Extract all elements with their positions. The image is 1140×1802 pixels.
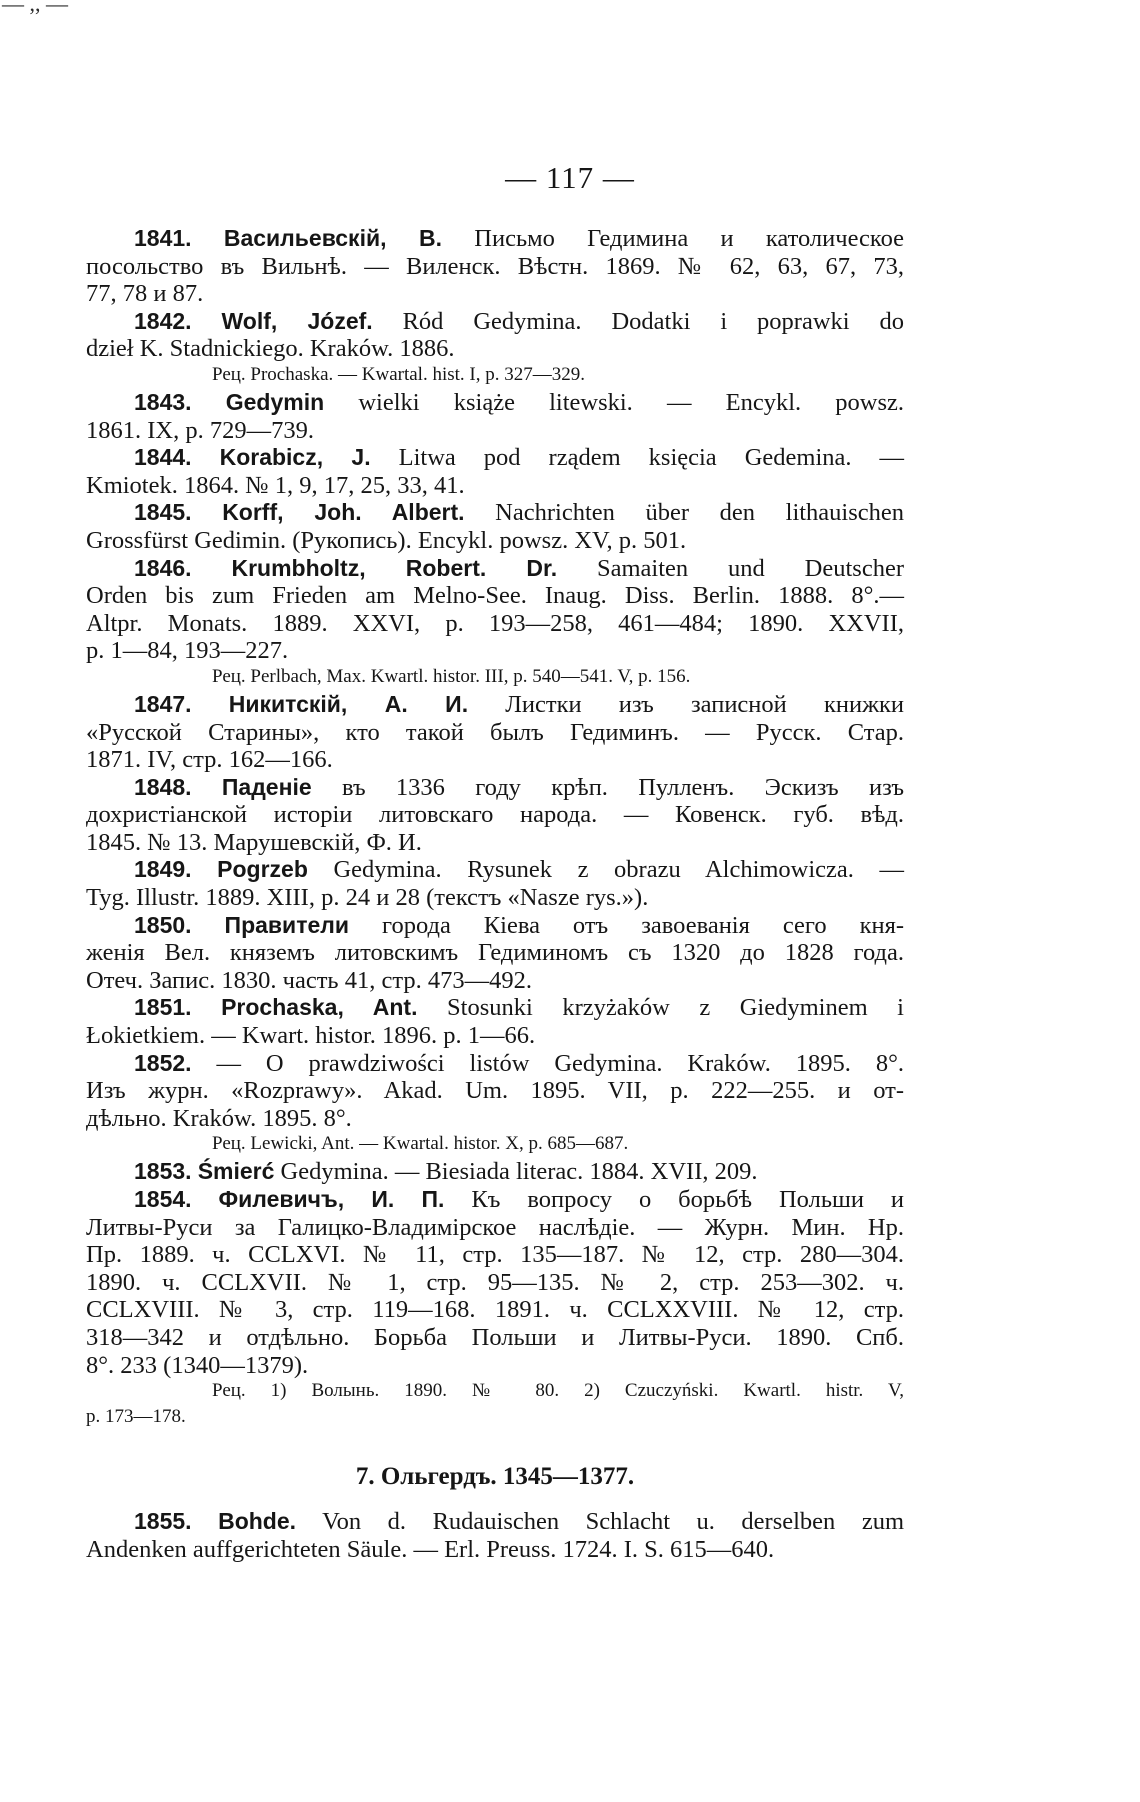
entry-line [86, 1241, 904, 1269]
entry-text: Gedymina. — Biesiada literac. 1884. XVII, 209. [280, 1158, 758, 1186]
entry-text: Пр. 1889. ч. CCLXVI. № 11, стр. 135—187. № 12, стр. 280—304. [86, 1241, 904, 1269]
entry-text: дохристіанской исторіи литовскаго народа. — Ковенск. губ. вѣд. [86, 801, 904, 829]
entry-text: 1861. IX, p. 729—739. [86, 416, 314, 444]
entry-line [86, 335, 904, 363]
entry-text: Gedymina. Rysunek z obrazu Alchimowicza. — [333, 856, 905, 884]
entry-text: CCLXVIII. № 3, стр. 119—168. 1891. ч. CCLXXVIII. № 12, стр. [86, 1296, 904, 1324]
entry-number: 1843. [134, 388, 192, 415]
entry-number: 1841. [134, 225, 192, 251]
entry-line [86, 253, 904, 281]
entry-text: Andenken auffgerichteten Säule. — Erl. Preuss. 1724. I. S. 615—640. [86, 1535, 775, 1563]
entry-number: 1850. [134, 911, 192, 938]
entry-text: 1845. № 13. Марушевскій, Ф. И. [86, 828, 422, 856]
entry-number: 1855. [134, 1508, 192, 1535]
entry-author: Никитскій, А. И. [228, 690, 469, 717]
entry-line [86, 1269, 904, 1297]
entry-number: 1844. [134, 444, 192, 471]
entry-text: Nachrichten über den lithauischen [495, 499, 905, 527]
entry-text: p. 1—84, 193—227. [86, 637, 289, 665]
review-note: Рец. Perlbach, Max. Kwartl. histor. III, p. 540—541. V, p. 156. [212, 665, 691, 687]
entry-text: wielki książe litewski. — Encykl. powsz. [358, 388, 905, 416]
bibliography-entry [86, 1186, 904, 1428]
entry-line [86, 555, 904, 583]
entry-text: 77, 78 и 87. [86, 280, 204, 308]
entry-line [86, 994, 904, 1022]
bibliography-list [86, 225, 904, 1563]
entry-line [86, 582, 904, 610]
bibliography-entry [86, 499, 904, 554]
bibliography-entry [86, 444, 904, 499]
section-heading: 7. Ольгердъ. 1345—1377. [355, 1463, 635, 1491]
entry-author: Korff, Joh. Albert. [222, 499, 465, 526]
bibliography-entry [86, 555, 904, 688]
entry-line [86, 280, 904, 308]
entry-line [86, 308, 904, 336]
entry-line [86, 225, 904, 253]
entry-line [86, 1508, 904, 1536]
entry-text: Ród Gedymina. Dodatki i poprawki do [402, 307, 905, 335]
bibliography-entry [86, 308, 904, 386]
entry-text: 1871. IV, стр. 162—166. [86, 746, 333, 774]
entry-line [86, 1050, 904, 1078]
entry-text: Tyg. Illustr. 1889. XIII, p. 24 и 28 (текстъ «Nasze rys.»). [86, 884, 649, 912]
entry-author: Śmierć [197, 1158, 275, 1185]
entry-line [86, 389, 904, 417]
entry-line [86, 801, 904, 829]
entry-text: 318—342 и отдѣльно. Борьба Польши и Литвы-Руси. 1890. Спб. [86, 1323, 904, 1351]
entry-text: Къ вопросу о борьбѣ Польши и [471, 1186, 905, 1213]
entry-text: въ 1336 году крѣп. Пулленъ. Эскизъ изъ [341, 773, 904, 801]
bibliography-entry [86, 225, 904, 308]
entry-text: Litwa pod rządem księcia Gedemina. — [398, 444, 905, 472]
entry-line [86, 1214, 904, 1242]
review-note: Рец. Prochaska. — Kwartal. hist. I, p. 327—329. [212, 363, 585, 385]
entry-line [86, 417, 904, 445]
review-note: Рец. 1) Волынь. 1890. № 80. 2) Czuczyński. Kwartl. histr. V, [212, 1380, 904, 1402]
entry-line [86, 884, 904, 912]
entry-author: Bohde. [218, 1508, 297, 1535]
entry-number: 1851. [134, 994, 192, 1021]
entry-number: 1848. [134, 773, 192, 800]
entry-text: Листки изъ записной книжки [505, 690, 905, 718]
entry-text: Orden bis zum Frieden am Melno-See. Inaug. Diss. Berlin. 1888. 8°.— [86, 582, 904, 610]
entry-number: 1852. [134, 1049, 192, 1076]
bibliography-entry [86, 856, 904, 911]
entry-line [86, 691, 904, 719]
entry-author: Правители [224, 911, 350, 938]
entry-text: 8°. 233 (1340—1379). [86, 1351, 309, 1379]
entry-line [86, 1077, 904, 1105]
bibliography-entry [86, 389, 904, 444]
bibliography-entry [86, 774, 904, 857]
entry-line [86, 472, 904, 500]
entry-number: 1845. [134, 499, 192, 526]
entry-line [86, 444, 904, 472]
entry-line [86, 746, 904, 774]
entry-author: Паденіе [221, 773, 312, 800]
entry-line [86, 610, 904, 638]
entry-text: Изъ журн. «Rozprawy». Akad. Um. 1895. VII, p. 222—255. и от- [86, 1077, 904, 1105]
entry-text: Письмо Гедимина и католическое [474, 225, 905, 252]
bibliography-entry [86, 691, 904, 774]
entry-number: 1849. [134, 856, 192, 883]
review-note: p. 173—178. [86, 1406, 186, 1428]
entry-line [86, 774, 904, 802]
bibliography-entry [86, 912, 904, 995]
bibliography-entry [86, 1508, 904, 1563]
entry-text: «Русской Старины», кто такой былъ Гедиминъ. — Русск. Стар. [86, 718, 904, 746]
entry-text: Kmiotek. 1864. № 1, 9, 17, 25, 33, 41. [86, 471, 465, 499]
entry-text: Stosunki krzyżaków z Giedyminem i [447, 994, 904, 1022]
entry-text: посольство въ Вильнѣ. — Виленск. Вѣстн. 1869. № 62, 63, 67, 73, [86, 252, 904, 280]
entry-text: Литвы-Руси за Галицко-Владимірское наслѣдіе. — Журн. Мин. Нр. [86, 1213, 904, 1241]
entry-text: Отеч. Запис. 1830. часть 41, стр. 473—492. [86, 966, 532, 994]
entry-line [86, 1186, 904, 1214]
entry-line [86, 719, 904, 747]
entry-number: 1847. [134, 690, 192, 717]
entry-number: 1854. [134, 1186, 192, 1212]
entry-author: Prochaska, Ant. [221, 994, 418, 1021]
entry-line [86, 637, 904, 665]
entry-author: Gedymin [225, 388, 325, 415]
top-margin-mark: — ,, — [2, 0, 68, 16]
entry-text: города Кіева отъ завоеванія сего кня- [382, 911, 905, 939]
entry-line [86, 1105, 904, 1133]
entry-text: 1890. ч. CCLXVII. № 1, стр. 95—135. № 2, стр. 253—302. ч. [86, 1268, 904, 1296]
entry-line [86, 1022, 904, 1050]
entry-author: Филевичъ, И. П. [218, 1186, 445, 1212]
entry-text: женія Вел. княземъ литовскимъ Гедиминомъ съ 1320 до 1828 года. [86, 939, 904, 967]
entry-line [86, 1158, 904, 1186]
entry-line [86, 1324, 904, 1352]
entry-line [86, 1352, 904, 1380]
entry-text: Von d. Rudauischen Schlacht u. derselben zum [322, 1508, 904, 1536]
entry-line [86, 829, 904, 857]
entry-line [86, 1296, 904, 1324]
entry-author: Korabicz, J. [219, 444, 371, 471]
entry-number: 1846. [134, 554, 192, 581]
entry-number: 1853. [134, 1158, 192, 1185]
entry-number: 1842. [134, 307, 192, 334]
entry-line [86, 912, 904, 940]
entry-text: Samaiten und Deutscher [596, 554, 904, 582]
entry-author: Pogrzeb [217, 856, 308, 883]
entry-text: Grossfürst Gedimin. (Рукопись). Encykl. powsz. XV, p. 501. [86, 526, 687, 554]
entry-line [86, 1536, 904, 1564]
page-number: — 117 — [505, 160, 635, 195]
entry-line [86, 939, 904, 967]
entry-text: Altpr. Monats. 1889. XXVI, p. 193—258, 461—484; 1890. XXVII, [86, 609, 904, 637]
entry-line [86, 967, 904, 995]
bibliography-entry [86, 1158, 904, 1186]
entry-author: Krumbholtz, Robert. Dr. [231, 554, 558, 581]
bibliography-entry [86, 1050, 904, 1156]
entry-author: Wolf, Józef. [221, 307, 373, 334]
entry-text: — O prawdziwości listów Gedymina. Kraków. 1895. 8°. [216, 1049, 904, 1077]
entry-author: Васильевскій, В. [223, 225, 443, 251]
entry-line [86, 527, 904, 555]
entry-line [86, 499, 904, 527]
entry-text: дѣльно. Kraków. 1895. 8°. [86, 1104, 352, 1132]
review-note: Рец. Lewicki, Ant. — Kwartal. histor. X, p. 685—687. [212, 1133, 629, 1155]
bibliography-entry [86, 994, 904, 1049]
entry-text: dzieł K. Stadnickiego. Kraków. 1886. [86, 335, 455, 363]
entry-line [86, 856, 904, 884]
entry-text: Łokietkiem. — Kwart. histor. 1896. p. 1—66. [86, 1022, 536, 1050]
